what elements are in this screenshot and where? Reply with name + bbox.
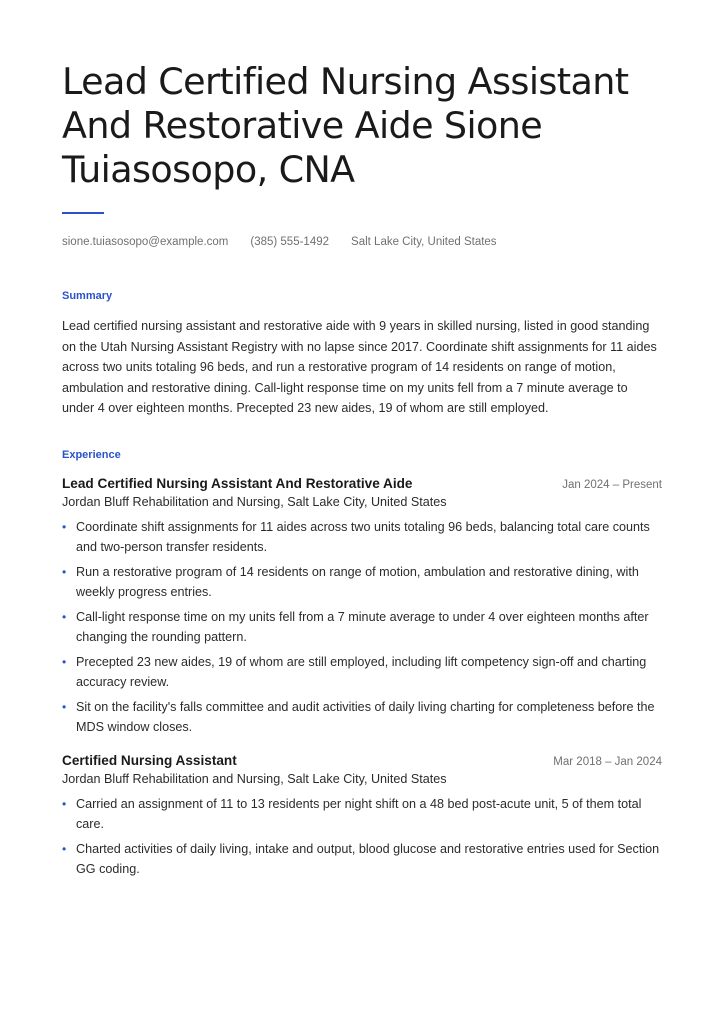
bullet-text: Sit on the facility's falls committee and audit activities of daily living charting for completeness before the MDS window closes. <box>76 699 655 734</box>
bullet-item <box>62 794 662 834</box>
bullet-text: Charted activities of daily living, intake and output, blood glucose and restorative entries used for Section GG coding. <box>76 841 660 876</box>
job-header <box>62 753 662 768</box>
bullet-text: Carried an assignment of 11 to 13 residents per night shift on a 48 bed post-acute unit, 5 of them total care. <box>76 796 642 831</box>
contact-phone[interactable]: (385) 555-1492 <box>250 236 330 248</box>
bullet-item <box>62 517 662 557</box>
accent-divider <box>62 212 104 214</box>
job-bullets <box>62 794 662 879</box>
summary-text: Lead certified nursing assistant and restorative aide with 9 years in skilled nursing, listed in good standing on the Utah Nursing Assistant Registry with no lapse since 2017. Coordinate shift assignments for 11 aides across two units totaling 96 beds, and run a restorative program of 14 residents on range of motion, ambulation and restorative dining. Call-light response time on my units fell from a 7 minute average to under 4 over eighteen months. Precepted 23 new aides, 19 of whom are still employed. <box>62 319 657 415</box>
job-dates: Mar 2018 – Jan 2024 <box>553 755 662 768</box>
candidate-name: Lead Certified Nursing Assistant And Restorative Aide Sione Tuiasosopo, CNA <box>62 60 629 191</box>
contact-location: Salt Lake City, United States <box>351 236 497 248</box>
bullet-item <box>62 607 662 647</box>
job-bullets <box>62 517 662 737</box>
bullet-dot-icon: • <box>62 654 67 669</box>
job-company: Jordan Bluff Rehabilitation and Nursing, Salt Lake City, United States <box>62 494 447 509</box>
bullet-text: Call-light response time on my units fell from a 7 minute average to under 4 over eighteen months after changing the rounding pattern. <box>76 609 649 644</box>
bullet-item <box>62 652 662 692</box>
bullet-item <box>62 839 662 879</box>
bullet-dot-icon: • <box>62 519 67 534</box>
bullet-item <box>62 562 662 602</box>
job-entry-lead-cna <box>62 476 662 737</box>
job-header <box>62 476 662 491</box>
job-entry-cna <box>62 753 662 879</box>
summary-heading: Summary <box>62 290 113 302</box>
bullet-dot-icon: • <box>62 796 67 811</box>
job-dates: Jan 2024 – Present <box>562 478 662 491</box>
contact-line <box>62 236 662 248</box>
bullet-text: Run a restorative program of 14 residents on range of motion, ambulation and restorative dining, with weekly progress entries. <box>76 564 639 599</box>
bullet-dot-icon: • <box>62 609 67 624</box>
bullet-text: Precepted 23 new aides, 19 of whom are still employed, including lift competency sign-off and charting accuracy review. <box>76 654 647 689</box>
experience-heading: Experience <box>62 448 121 461</box>
bullet-dot-icon: • <box>62 564 67 579</box>
bullet-text: Coordinate shift assignments for 11 aides across two units totaling 96 beds, balancing total care counts and two-person transfer residents. <box>76 519 650 554</box>
job-title: Certified Nursing Assistant <box>62 752 237 768</box>
job-company: Jordan Bluff Rehabilitation and Nursing, Salt Lake City, United States <box>62 771 447 786</box>
summary-section <box>62 290 662 419</box>
bullet-dot-icon: • <box>62 699 67 714</box>
bullet-dot-icon: • <box>62 841 67 856</box>
resume-page <box>62 0 662 884</box>
bullet-item <box>62 697 662 737</box>
job-title: Lead Certified Nursing Assistant And Restorative Aide <box>62 475 413 491</box>
contact-email[interactable]: sione.tuiasosopo@example.com <box>62 236 229 248</box>
experience-section <box>62 449 662 879</box>
